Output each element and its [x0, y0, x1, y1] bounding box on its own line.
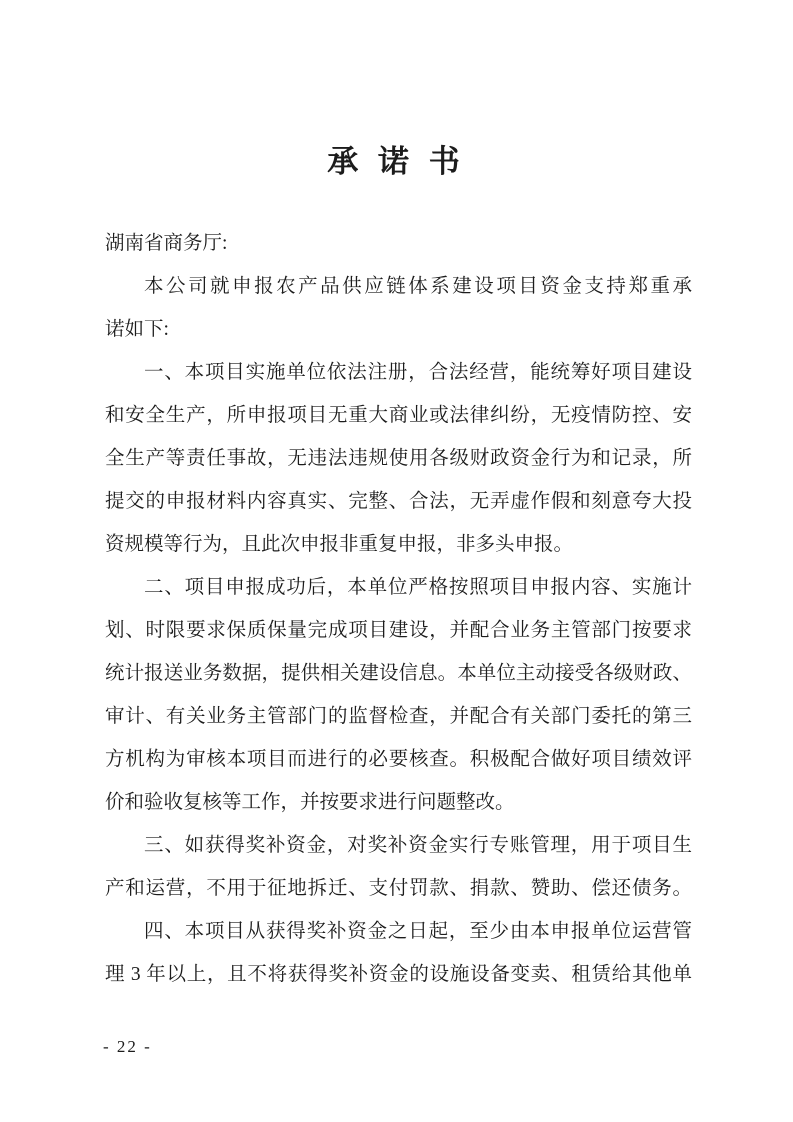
clause-3-line: 产和运营，不用于征地拆迁、支付罚款、捐款、赞助、偿还债务。	[105, 878, 692, 899]
intro-paragraph-line: 诺如下:	[105, 319, 169, 340]
clause-1-line: 和安全生产，所申报项目无重大商业或法律纠纷，无疫情防控、安	[105, 405, 692, 426]
clause-2-line: 划、时限要求保质保量完成项目建设，并配合业务主管部门按要求	[105, 620, 692, 641]
clause-2-line: 统计报送业务数据，提供相关建设信息。本单位主动接受各级财政、	[105, 663, 692, 684]
clause-1-line: 提交的申报材料内容真实、完整、合法，无弄虚作假和刻意夸大投	[105, 491, 692, 512]
clause-4-line: 理 3 年以上，且不将获得奖补资金的设施设备变卖、租赁给其他单	[105, 964, 692, 985]
clause-2-line: 二、项目申报成功后，本单位严格按照项目申报内容、实施计	[144, 577, 692, 598]
clause-3-line: 三、如获得奖补资金，对奖补资金实行专账管理，用于项目生	[144, 835, 692, 856]
document-title: 承 诺 书	[327, 144, 466, 179]
document-body	[105, 222, 692, 996]
clause-1-line: 一、本项目实施单位依法注册，合法经营，能统筹好项目建设	[144, 362, 692, 383]
clause-1-line: 资规模等行为，且此次申报非重复申报，非多头申报。	[105, 534, 574, 555]
clause-2-line: 价和验收复核等工作，并按要求进行问题整改。	[105, 792, 515, 813]
intro-paragraph-line: 本公司就申报农产品供应链体系建设项目资金支持郑重承	[144, 276, 692, 297]
clause-2-line: 方机构为审核本项目而进行的必要核查。积极配合做好项目绩效评	[105, 749, 692, 770]
clause-1-line: 全生产等责任事故，无违法违规使用各级财政资金行为和记录，所	[105, 448, 692, 469]
salutation-line: 湖南省商务厅:	[105, 233, 228, 254]
page-number: - 22 -	[103, 1037, 152, 1056]
clause-2-line: 审计、有关业务主管部门的监督检查，并配合有关部门委托的第三	[105, 706, 692, 727]
clause-4-line: 四、本项目从获得奖补资金之日起，至少由本申报单位运营管	[144, 921, 692, 942]
